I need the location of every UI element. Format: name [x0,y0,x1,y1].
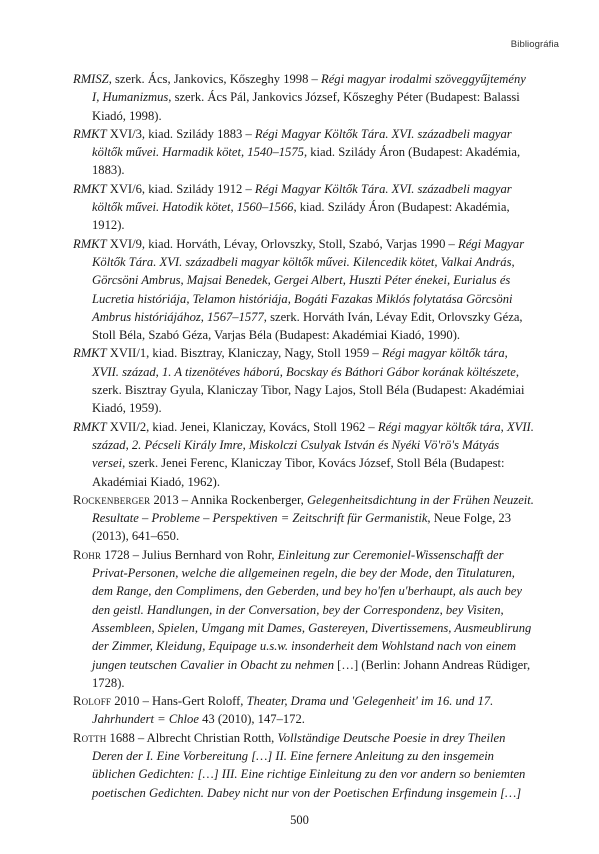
entry-author: 2013 – Annika Rockenberger, [150,492,307,507]
entry-author-key: Rohr [73,547,102,562]
entry-siglum: RMKT [73,126,107,141]
entry-author: XVII/1, kiad. Bisztray, Klaniczay, Nagy, Stoll 1959 – [106,346,382,361]
entry-siglum: RMKT [73,181,107,196]
entry-author-key: Rockenberger [73,492,151,507]
entry-siglum: RMISZ [73,72,109,86]
bibliography-entry [73,729,535,802]
entry-author-key: Rotth [73,730,107,745]
entry-siglum: RMKT [73,236,107,251]
entry-title: Einleitung zur Ceremoniel-Wissenschafft der Privat-Personen, welche die allgemeinen regeln, die bey der Mode, den Titulaturen, dem Range, den Complimens, den Geberden, und bey ho'fen u'berhaupt, als auch bey den geistl. Handlungen, in der Conversation, bey der Correspondenz, bey Visiten, Assembleen, Spielen, Umgang mit Dames, Gastereyen, Divertissemens, Ausmeublirung der Zimmer, Kleidung, Equipage u.s.w. insonderheit dem Wohlstand nach von einem jungen teutschen Cavalier in Obacht zu nehmen [92,547,532,672]
entry-siglum: RMKT [73,419,107,434]
entry-author: 1728 – Julius Bernhard von Rohr, [101,547,278,562]
entry-imprint: […] (Berlin: Johann Andreas Rüdiger, 1728). [92,657,531,690]
entry-title: Vollständige Deutsche Poesie in drey Theilen Deren der I. Eine Vorbereitung […] II. Eine fernere Anleitung zu den insgemein üblichen Gedichten: […] III. Eine richtige Einleitung zu den vor andern so beniemten poetischen Gedichten. Dabey nicht nur von der Poetischen Erfindung insgemein […] [92,730,526,800]
entry-title: Gelegenheitsdichtung in der Frühen Neuzeit. Resultate – Probleme – Perspektiven = Zeitschrift für Germanistik [92,492,534,526]
entry-author: XVI/9, kiad. Horváth, Lévay, Orlovszky, Stoll, Szabó, Varjas 1990 – [106,236,458,251]
bibliography-entry [73,180,535,235]
entry-author: XVI/3, kiad. Szilády 1883 – [106,126,255,141]
bibliography-entry [73,70,535,125]
bibliography-entry [73,491,535,546]
entry-imprint: , kiad. Szilády Áron (Budapest: Akadémia, 1883). [92,145,521,178]
entry-author: , szerk. Ács, Jankovics, Kőszeghy 1998 – [108,72,321,86]
entry-title: Régi Magyar Költők Tára. XVI. századbeli magyar költők művei. Hatodik kötet, 1560–1566 [92,181,512,215]
running-header: Bibliográfia [510,39,559,50]
bibliography-entry [73,692,535,729]
entry-imprint: , szerk. Ács Pál, Jankovics József, Kőszeghy Péter (Budapest: Balassi Kiadó, 1998). [92,90,520,123]
entry-imprint: , Neue Folge, 23 (2013), 641–650. [92,511,512,544]
entry-title: Theater, Drama und 'Gelegenheit' im 16. und 17. Jahrhundert = Chloe [92,694,494,727]
entry-author-key: Roloff [73,694,112,709]
entry-title: Régi Magyar Költők Tára. XVI. századbeli magyar költők művei. Harmadik kötet, 1540–1575 [92,126,512,160]
entry-imprint: , szerk. Bisztray Gyula, Klaniczay Tibor, Nagy Lajos, Stoll Béla (Budapest: Akadémiai Kiadó, 1959). [92,364,525,416]
entry-author: 2010 – Hans-Gert Roloff, [111,694,247,709]
bibliography-entry [73,546,535,692]
bibliography-entry [73,344,535,417]
entry-title: Régi Magyar Költők Tára. XVI. századbeli magyar költők művei. Kilencedik kötet, Valkai András, Görcsöni Ambrus, Majsai Benedek, Gergei Albert, Huszti Péter énekei, Eurialus és Lucretia históriája, Telamon históriája, Bogáti Fazakas Miklós folytatása Görcsöni Ambrus históriájához, 1567–1577 [92,236,525,324]
bibliography-list [73,70,535,802]
entry-title: Régi magyar költők tára, XVII. század, 1. A tizenötéves háború, Bocskay és Báthori Gábor korának költészete [92,346,516,379]
bibliography-entry [73,125,535,180]
entry-author: XVI/6, kiad. Szilády 1912 – [106,181,255,196]
entry-imprint: 43 (2010), 147–172. [198,712,305,727]
entry-author: 1688 – Albrecht Christian Rotth, [106,730,278,745]
entry-imprint: , kiad. Szilády Áron (Budapest: Akadémia, 1912). [92,200,510,233]
page-number: 500 [290,813,309,827]
bibliography-entry [73,418,535,491]
entry-imprint: , szerk. Jenei Ferenc, Klaniczay Tibor, Kovács József, Stoll Béla (Budapest: Akadémiai Kiadó, 1962). [92,456,505,489]
entry-imprint: , szerk. Horváth Iván, Lévay Edit, Orlovszky Géza, Stoll Béla, Szabó Géza, Varjas Béla (Budapest: Akadémiai Kiadó, 1990). [92,309,523,343]
entry-author: XVII/2, kiad. Jenei, Klaniczay, Kovács, Stoll 1962 – [106,419,378,434]
entry-title: Régi magyar irodalmi szöveggyűjtemény I, Humanizmus [92,72,526,105]
entry-title: Régi magyar költők tára, XVII. század, 2. Pécseli Király Imre, Miskolczi Csulyak István és Nyéki Vö'rö's Mátyás versei [92,419,534,471]
entry-siglum: RMKT [73,346,107,361]
bibliography-entry [73,235,535,345]
